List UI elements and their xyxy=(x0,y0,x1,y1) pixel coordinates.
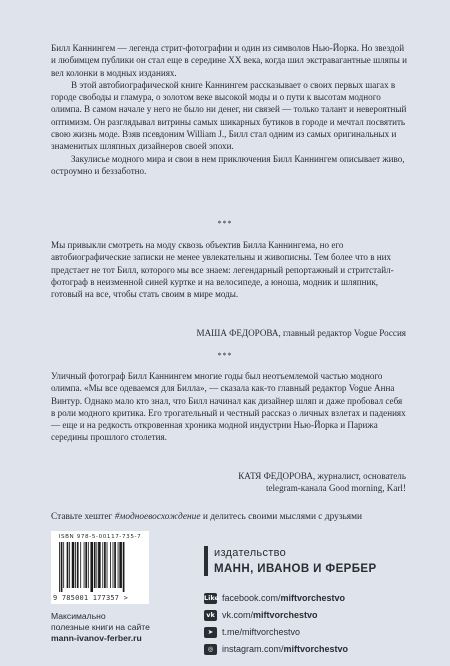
barcode-bar xyxy=(110,542,111,588)
barcode-bar xyxy=(85,542,87,588)
instagram-icon: ◎ xyxy=(204,644,217,655)
publisher-logo-bar xyxy=(204,546,208,576)
barcode-bar xyxy=(119,542,122,588)
barcode-bar xyxy=(90,542,93,592)
barcode-bar xyxy=(59,542,60,592)
barcode-bar xyxy=(114,542,116,588)
hashtag-suffix: и делитесь своими мыслями с друзьями xyxy=(200,512,363,522)
barcode-bars xyxy=(59,542,145,592)
barcode-bar xyxy=(94,542,96,588)
barcode-digits: 9 785001 177357 > xyxy=(53,594,129,602)
hashtag-line xyxy=(51,512,411,522)
vk-prefix: vk.com/ xyxy=(222,610,254,620)
barcode-bar xyxy=(88,542,89,588)
barcode-bar xyxy=(72,542,75,588)
barcode-bar xyxy=(77,542,79,588)
barcode-bar xyxy=(67,542,69,588)
review-2-text: Уличный фотограф Билл Каннингем многие годы был неотъемлемой частью модного олимпа. «Мы все одеваемся для Билла», — сказала как-то главный редактор Vogue Анна Винтур. Однако мало кто знал, что Билл начинал как дизайнер шляп и даже пробовал себя в роли модного критика. Его трогательный и честный рассказ о личных взлетах и падениях — еще и на редкость откровенная хроника модной индустрии Нью-Йорка и Парижа середины прошлого столетия. xyxy=(51,371,406,443)
instagram-prefix: instagram.com/ xyxy=(222,644,284,654)
barcode-bar xyxy=(75,542,76,588)
review-2-signature-line-1: КАТЯ ФЕДОРОВА, журналист, основатель xyxy=(238,471,406,481)
barcode-bar xyxy=(104,542,106,588)
vk-handle: miftvorchestvo xyxy=(253,610,318,620)
telegram-link: t.me/miftvorchestvo xyxy=(222,627,301,637)
promo-text xyxy=(51,611,181,644)
barcode-bar xyxy=(113,542,114,588)
review-2-signature-line-2: telegram-канала Good morning, Karl! xyxy=(265,483,406,494)
facebook-prefix: facebook.com/ xyxy=(222,593,281,603)
barcode-bar xyxy=(123,542,125,592)
separator-2: *** xyxy=(217,351,233,360)
publisher-name: МАНН, ИВАНОВ И ФЕРБЕР xyxy=(214,563,377,575)
intro-text xyxy=(51,42,407,177)
barcode-bar xyxy=(63,542,64,588)
barcode-bar xyxy=(69,542,70,588)
review-1 xyxy=(51,239,407,300)
separator-1: *** xyxy=(217,219,233,228)
barcode xyxy=(51,531,149,604)
intro-paragraph-1: Билл Каннингем — легенда стрит-фотографии и один из символов Нью-Йорка. Но звездой и любимцем публики он стал еще в середине XX века, когда шил экстравагантные шляпы и вел колонки в модных изданиях. xyxy=(51,43,407,78)
barcode-bar xyxy=(61,542,63,592)
promo-line-2: полезные книги на сайте xyxy=(51,622,150,632)
promo-website-link[interactable]: mann-ivanov-ferber.ru xyxy=(51,633,142,643)
social-instagram[interactable] xyxy=(204,643,348,655)
promo-line-1: Максимально xyxy=(51,611,106,621)
social-facebook[interactable] xyxy=(204,592,345,604)
publisher-label: издательство xyxy=(214,547,287,559)
review-1-signature: МАША ФЕДОРОВА, главный редактор Vogue Россия xyxy=(196,328,406,338)
isbn-label: ISBN 978-5-00117-735-7 xyxy=(58,534,142,540)
social-vk[interactable] xyxy=(204,609,318,621)
facebook-handle: miftvorchestvo xyxy=(280,593,346,603)
barcode-bar xyxy=(107,542,108,588)
barcode-bar xyxy=(80,542,81,588)
barcode-bar xyxy=(118,542,119,588)
review-2 xyxy=(51,370,407,444)
hashtag: #модноевосхождение xyxy=(114,512,201,522)
review-2-signature xyxy=(238,470,406,495)
instagram-handle: miftvorchestvo xyxy=(283,644,349,654)
intro-paragraph-3: Закулисье модного мира и свои в нем приключения Билл Каннингем описывает живо, остроумно и беззаботно. xyxy=(51,153,405,176)
barcode-bar xyxy=(102,542,103,588)
facebook-like-icon: Like xyxy=(204,594,219,603)
intro-paragraph-2: В этой автобиографической книге Каннингем рассказывает о своих первых шагах в городе свободы и гламура, о золотом веке высокой моды и о пути к высотам модного олимпа. В самом начале у него не было ни денег, ни связей — только талант и невероятный оптимизм. Он разглядывал витрины самых шикарных бутиков в городе и мечтал посвятить свою жизнь моде. Взяв псевдоним William J., Билл стал одним из самых оригинальных и знаменитых шляпных дизайнеров своей эпохи. xyxy=(51,79,407,152)
barcode-bar xyxy=(84,542,85,588)
barcode-bar xyxy=(96,542,97,588)
barcode-bar xyxy=(98,542,101,588)
review-1-text: Мы привыкли смотреть на моду сквозь объектив Билла Каннингема, но его автобиографические записки не менее увлекательны и живописны. Тем более что в них предстает не тот Билл, которого мы все знаем: легендарный репортажный и стритстайл-фотограф в неизменной синей куртке и на велосипеде, а юноша, модник и шляпник, готовый на все, чтобы стать своим в мире моды. xyxy=(51,240,394,300)
hashtag-prefix: Ставьте хештег xyxy=(51,512,115,522)
telegram-icon: ➤ xyxy=(204,627,217,638)
social-telegram[interactable] xyxy=(204,626,300,638)
vk-icon: vk xyxy=(204,610,217,621)
